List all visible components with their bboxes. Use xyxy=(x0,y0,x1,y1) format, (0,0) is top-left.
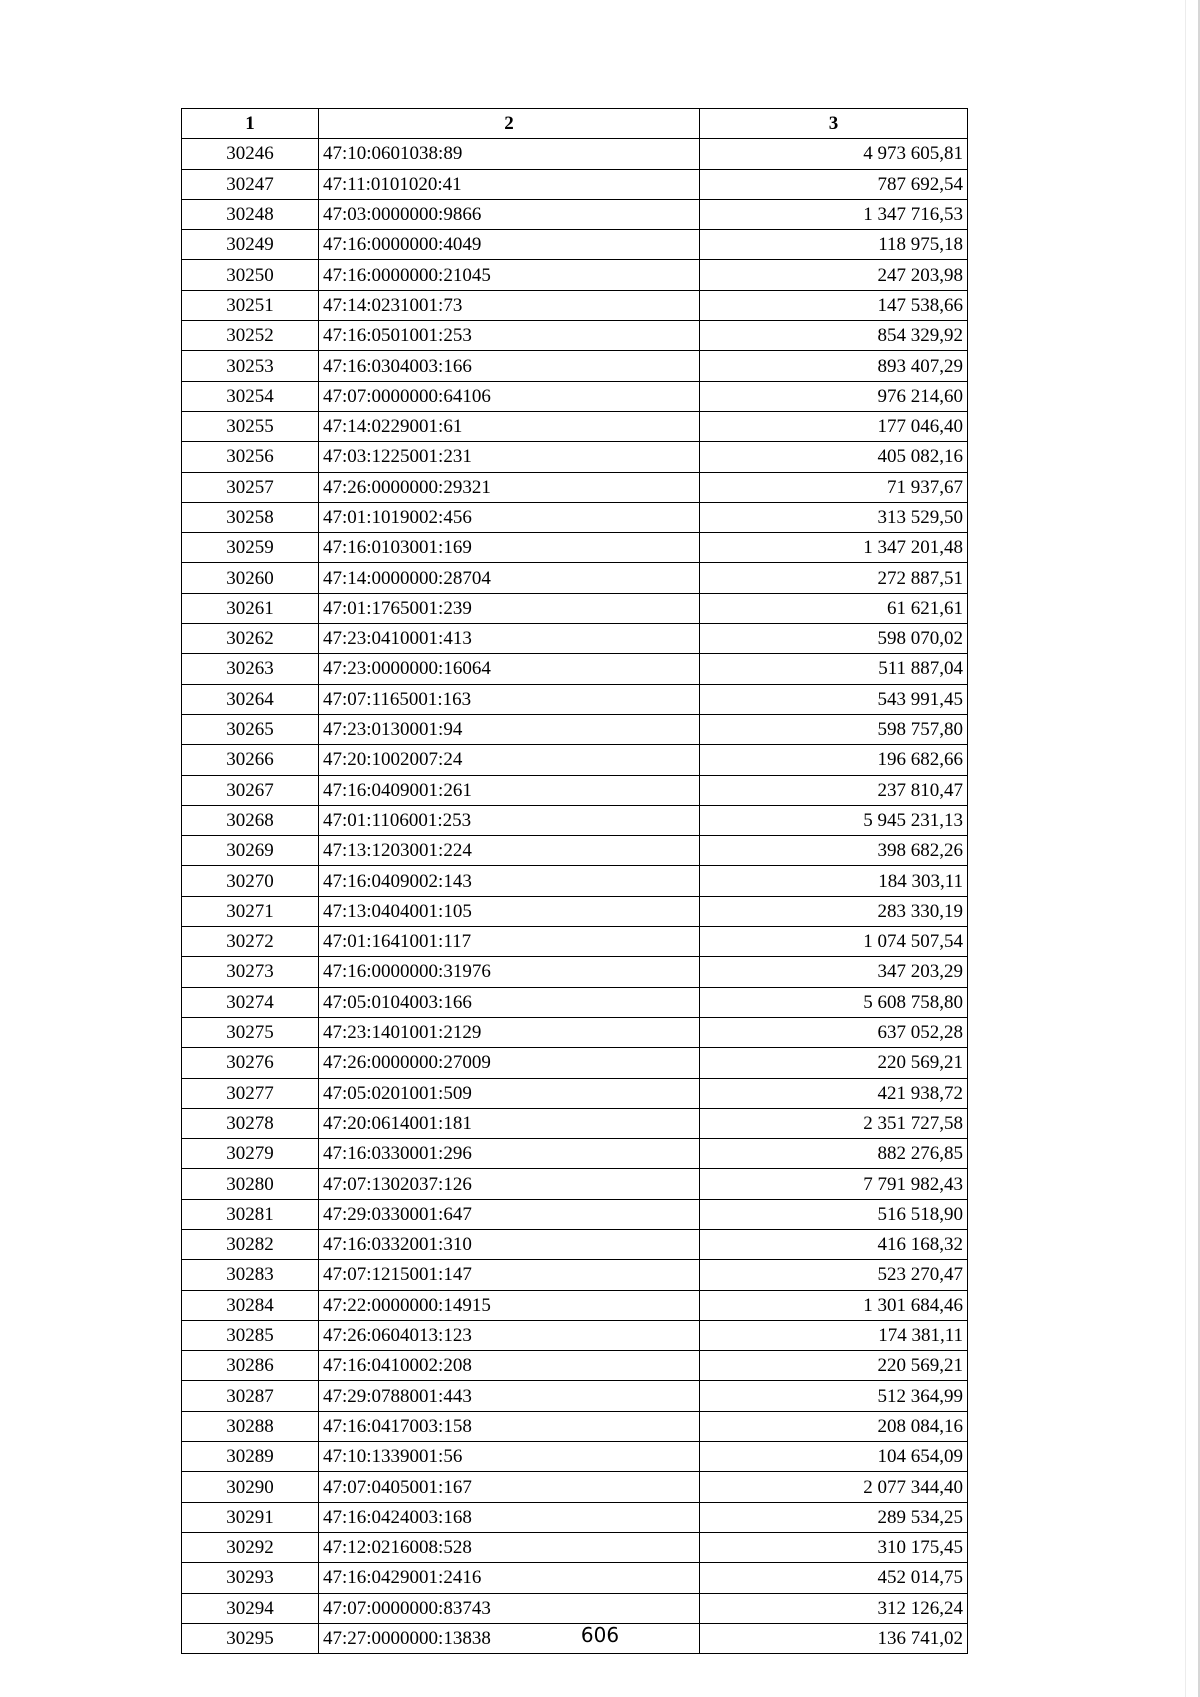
value-cell: 347 203,29 xyxy=(700,957,968,987)
page-number: 606 xyxy=(580,1623,620,1647)
row-number-cell: 30252 xyxy=(182,321,319,351)
row-number-cell: 30267 xyxy=(182,775,319,805)
cadastral-number-cell: 47:16:0103001:169 xyxy=(319,533,700,563)
table-row xyxy=(182,684,968,714)
cadastral-number-cell: 47:05:0104003:166 xyxy=(319,987,700,1017)
table-body xyxy=(182,139,968,1654)
value-cell: 4 973 605,81 xyxy=(700,139,968,169)
table-row xyxy=(182,624,968,654)
value-cell: 637 052,28 xyxy=(700,1017,968,1047)
value-cell: 220 569,21 xyxy=(700,1048,968,1078)
value-cell: 1 301 684,46 xyxy=(700,1290,968,1320)
row-number-cell: 30261 xyxy=(182,593,319,623)
cadastral-number-cell: 47:14:0000000:28704 xyxy=(319,563,700,593)
value-cell: 452 014,75 xyxy=(700,1563,968,1593)
row-number-cell: 30256 xyxy=(182,442,319,472)
row-number-cell: 30283 xyxy=(182,1260,319,1290)
row-number-cell: 30280 xyxy=(182,1169,319,1199)
value-cell: 523 270,47 xyxy=(700,1260,968,1290)
row-number-cell: 30274 xyxy=(182,987,319,1017)
value-cell: 1 347 716,53 xyxy=(700,199,968,229)
row-number-cell: 30262 xyxy=(182,624,319,654)
row-number-cell: 30285 xyxy=(182,1320,319,1350)
table-row xyxy=(182,442,968,472)
row-number-cell: 30291 xyxy=(182,1502,319,1532)
cadastral-number-cell: 47:29:0330001:647 xyxy=(319,1199,700,1229)
row-number-cell: 30270 xyxy=(182,866,319,896)
cadastral-number-cell: 47:10:0601038:89 xyxy=(319,139,700,169)
cadastral-number-cell: 47:26:0604013:123 xyxy=(319,1320,700,1350)
row-number-cell: 30248 xyxy=(182,199,319,229)
table-row xyxy=(182,927,968,957)
row-number-cell: 30247 xyxy=(182,169,319,199)
table-row xyxy=(182,1351,968,1381)
table-row xyxy=(182,896,968,926)
value-cell: 2 077 344,40 xyxy=(700,1472,968,1502)
value-cell: 237 810,47 xyxy=(700,775,968,805)
cadastral-number-cell: 47:01:1765001:239 xyxy=(319,593,700,623)
value-cell: 174 381,11 xyxy=(700,1320,968,1350)
value-cell: 7 791 982,43 xyxy=(700,1169,968,1199)
table-row xyxy=(182,199,968,229)
cadastral-number-cell: 47:16:0304003:166 xyxy=(319,351,700,381)
cadastral-number-cell: 47:01:1019002:456 xyxy=(319,502,700,532)
row-number-cell: 30251 xyxy=(182,290,319,320)
cadastral-number-cell: 47:23:1401001:2129 xyxy=(319,1017,700,1047)
row-number-cell: 30269 xyxy=(182,836,319,866)
value-cell: 1 074 507,54 xyxy=(700,927,968,957)
cadastral-number-cell: 47:01:1106001:253 xyxy=(319,805,700,835)
cadastral-number-cell: 47:20:1002007:24 xyxy=(319,745,700,775)
table-row xyxy=(182,1320,968,1350)
cadastral-number-cell: 47:07:1302037:126 xyxy=(319,1169,700,1199)
table-row xyxy=(182,411,968,441)
cadastral-number-cell: 47:07:1215001:147 xyxy=(319,1260,700,1290)
table-row xyxy=(182,139,968,169)
page-edge-shadow xyxy=(1185,0,1186,1697)
table-row xyxy=(182,957,968,987)
value-cell: 196 682,66 xyxy=(700,745,968,775)
cadastral-number-cell: 47:05:0201001:509 xyxy=(319,1078,700,1108)
cadastral-number-cell: 47:26:0000000:27009 xyxy=(319,1048,700,1078)
value-cell: 289 534,25 xyxy=(700,1502,968,1532)
row-number-cell: 30260 xyxy=(182,563,319,593)
column-header-2: 2 xyxy=(319,109,700,139)
row-number-cell: 30289 xyxy=(182,1442,319,1472)
cadastral-number-cell: 47:12:0216008:528 xyxy=(319,1532,700,1562)
row-number-cell: 30288 xyxy=(182,1411,319,1441)
table-row xyxy=(182,1108,968,1138)
value-cell: 398 682,26 xyxy=(700,836,968,866)
table-row xyxy=(182,1229,968,1259)
table-row xyxy=(182,1532,968,1562)
cadastral-number-cell: 47:14:0231001:73 xyxy=(319,290,700,320)
value-cell: 136 741,02 xyxy=(700,1623,968,1653)
row-number-cell: 30292 xyxy=(182,1532,319,1562)
table-row xyxy=(182,1048,968,1078)
value-cell: 247 203,98 xyxy=(700,260,968,290)
value-cell: 516 518,90 xyxy=(700,1199,968,1229)
value-cell: 272 887,51 xyxy=(700,563,968,593)
cadastral-number-cell: 47:23:0410001:413 xyxy=(319,624,700,654)
value-cell: 61 621,61 xyxy=(700,593,968,623)
row-number-cell: 30287 xyxy=(182,1381,319,1411)
cadastral-number-cell: 47:23:0000000:16064 xyxy=(319,654,700,684)
value-cell: 421 938,72 xyxy=(700,1078,968,1108)
value-cell: 312 126,24 xyxy=(700,1593,968,1623)
data-table xyxy=(181,108,968,1654)
cadastral-number-cell: 47:16:0417003:158 xyxy=(319,1411,700,1441)
cadastral-number-cell: 47:10:1339001:56 xyxy=(319,1442,700,1472)
cadastral-number-cell: 47:29:0788001:443 xyxy=(319,1381,700,1411)
table-row xyxy=(182,1260,968,1290)
row-number-cell: 30258 xyxy=(182,502,319,532)
value-cell: 598 070,02 xyxy=(700,624,968,654)
table-row xyxy=(182,1169,968,1199)
value-cell: 882 276,85 xyxy=(700,1139,968,1169)
row-number-cell: 30268 xyxy=(182,805,319,835)
cadastral-number-cell: 47:27:0000000:13838 xyxy=(319,1623,700,1653)
row-number-cell: 30275 xyxy=(182,1017,319,1047)
table-row xyxy=(182,563,968,593)
table-row xyxy=(182,714,968,744)
table-row xyxy=(182,290,968,320)
cadastral-number-cell: 47:07:0405001:167 xyxy=(319,1472,700,1502)
value-cell: 310 175,45 xyxy=(700,1532,968,1562)
cadastral-number-cell: 47:01:1641001:117 xyxy=(319,927,700,957)
cadastral-number-cell: 47:23:0130001:94 xyxy=(319,714,700,744)
value-cell: 71 937,67 xyxy=(700,472,968,502)
value-cell: 598 757,80 xyxy=(700,714,968,744)
cadastral-number-cell: 47:16:0330001:296 xyxy=(319,1139,700,1169)
table-row xyxy=(182,654,968,684)
table-row xyxy=(182,1593,968,1623)
row-number-cell: 30293 xyxy=(182,1563,319,1593)
table-row xyxy=(182,866,968,896)
row-number-cell: 30249 xyxy=(182,230,319,260)
row-number-cell: 30271 xyxy=(182,896,319,926)
cadastral-number-cell: 47:16:0000000:31976 xyxy=(319,957,700,987)
table-row xyxy=(182,260,968,290)
table-row xyxy=(182,1502,968,1532)
cadastral-number-cell: 47:07:1165001:163 xyxy=(319,684,700,714)
value-cell: 511 887,04 xyxy=(700,654,968,684)
value-cell: 1 347 201,48 xyxy=(700,533,968,563)
row-number-cell: 30279 xyxy=(182,1139,319,1169)
table-row xyxy=(182,1199,968,1229)
value-cell: 177 046,40 xyxy=(700,411,968,441)
table-row xyxy=(182,1472,968,1502)
value-cell: 184 303,11 xyxy=(700,866,968,896)
table-row xyxy=(182,1411,968,1441)
table-row xyxy=(182,321,968,351)
row-number-cell: 30286 xyxy=(182,1351,319,1381)
value-cell: 2 351 727,58 xyxy=(700,1108,968,1138)
cadastral-number-cell: 47:22:0000000:14915 xyxy=(319,1290,700,1320)
table-row xyxy=(182,775,968,805)
row-number-cell: 30272 xyxy=(182,927,319,957)
value-cell: 104 654,09 xyxy=(700,1442,968,1472)
value-cell: 147 538,66 xyxy=(700,290,968,320)
value-cell: 893 407,29 xyxy=(700,351,968,381)
row-number-cell: 30250 xyxy=(182,260,319,290)
cadastral-number-cell: 47:16:0409002:143 xyxy=(319,866,700,896)
row-number-cell: 30266 xyxy=(182,745,319,775)
cadastral-number-cell: 47:03:0000000:9866 xyxy=(319,199,700,229)
cadastral-number-cell: 47:16:0000000:4049 xyxy=(319,230,700,260)
table-row xyxy=(182,987,968,1017)
table-row xyxy=(182,1017,968,1047)
cadastral-number-cell: 47:16:0424003:168 xyxy=(319,1502,700,1532)
value-cell: 787 692,54 xyxy=(700,169,968,199)
row-number-cell: 30273 xyxy=(182,957,319,987)
value-cell: 220 569,21 xyxy=(700,1351,968,1381)
cadastral-number-cell: 47:16:0501001:253 xyxy=(319,321,700,351)
table-row xyxy=(182,472,968,502)
row-number-cell: 30264 xyxy=(182,684,319,714)
table-row xyxy=(182,1563,968,1593)
cadastral-number-cell: 47:16:0332001:310 xyxy=(319,1229,700,1259)
value-cell: 118 975,18 xyxy=(700,230,968,260)
table-row xyxy=(182,533,968,563)
value-cell: 405 082,16 xyxy=(700,442,968,472)
row-number-cell: 30290 xyxy=(182,1472,319,1502)
table-row xyxy=(182,230,968,260)
row-number-cell: 30259 xyxy=(182,533,319,563)
column-header-3: 3 xyxy=(700,109,968,139)
table-row xyxy=(182,836,968,866)
cadastral-number-cell: 47:14:0229001:61 xyxy=(319,411,700,441)
value-cell: 5 945 231,13 xyxy=(700,805,968,835)
table-row xyxy=(182,502,968,532)
row-number-cell: 30277 xyxy=(182,1078,319,1108)
table-row xyxy=(182,1442,968,1472)
row-number-cell: 30246 xyxy=(182,139,319,169)
cadastral-number-cell: 47:13:1203001:224 xyxy=(319,836,700,866)
table-row xyxy=(182,745,968,775)
value-cell: 512 364,99 xyxy=(700,1381,968,1411)
row-number-cell: 30257 xyxy=(182,472,319,502)
table-row xyxy=(182,1290,968,1320)
table-row xyxy=(182,1139,968,1169)
table-row xyxy=(182,351,968,381)
row-number-cell: 30276 xyxy=(182,1048,319,1078)
value-cell: 208 084,16 xyxy=(700,1411,968,1441)
value-cell: 854 329,92 xyxy=(700,321,968,351)
value-cell: 976 214,60 xyxy=(700,381,968,411)
cadastral-number-cell: 47:07:0000000:83743 xyxy=(319,1593,700,1623)
table-row xyxy=(182,1078,968,1108)
cadastral-number-cell: 47:26:0000000:29321 xyxy=(319,472,700,502)
cadastral-number-cell: 47:16:0000000:21045 xyxy=(319,260,700,290)
row-number-cell: 30265 xyxy=(182,714,319,744)
cadastral-number-cell: 47:16:0410002:208 xyxy=(319,1351,700,1381)
value-cell: 5 608 758,80 xyxy=(700,987,968,1017)
table-row xyxy=(182,1381,968,1411)
cadastral-number-cell: 47:16:0429001:2416 xyxy=(319,1563,700,1593)
row-number-cell: 30284 xyxy=(182,1290,319,1320)
value-cell: 416 168,32 xyxy=(700,1229,968,1259)
row-number-cell: 30295 xyxy=(182,1623,319,1653)
row-number-cell: 30281 xyxy=(182,1199,319,1229)
value-cell: 313 529,50 xyxy=(700,502,968,532)
column-header-1: 1 xyxy=(182,109,319,139)
row-number-cell: 30278 xyxy=(182,1108,319,1138)
cadastral-number-cell: 47:03:1225001:231 xyxy=(319,442,700,472)
row-number-cell: 30253 xyxy=(182,351,319,381)
row-number-cell: 30254 xyxy=(182,381,319,411)
table-header-row xyxy=(182,109,968,139)
table-row xyxy=(182,805,968,835)
row-number-cell: 30294 xyxy=(182,1593,319,1623)
value-cell: 283 330,19 xyxy=(700,896,968,926)
row-number-cell: 30282 xyxy=(182,1229,319,1259)
table-row xyxy=(182,593,968,623)
cadastral-number-cell: 47:13:0404001:105 xyxy=(319,896,700,926)
cadastral-number-cell: 47:16:0409001:261 xyxy=(319,775,700,805)
table-row xyxy=(182,169,968,199)
row-number-cell: 30255 xyxy=(182,411,319,441)
cadastral-number-cell: 47:07:0000000:64106 xyxy=(319,381,700,411)
row-number-cell: 30263 xyxy=(182,654,319,684)
value-cell: 543 991,45 xyxy=(700,684,968,714)
table-row xyxy=(182,381,968,411)
cadastral-number-cell: 47:20:0614001:181 xyxy=(319,1108,700,1138)
cadastral-number-cell: 47:11:0101020:41 xyxy=(319,169,700,199)
